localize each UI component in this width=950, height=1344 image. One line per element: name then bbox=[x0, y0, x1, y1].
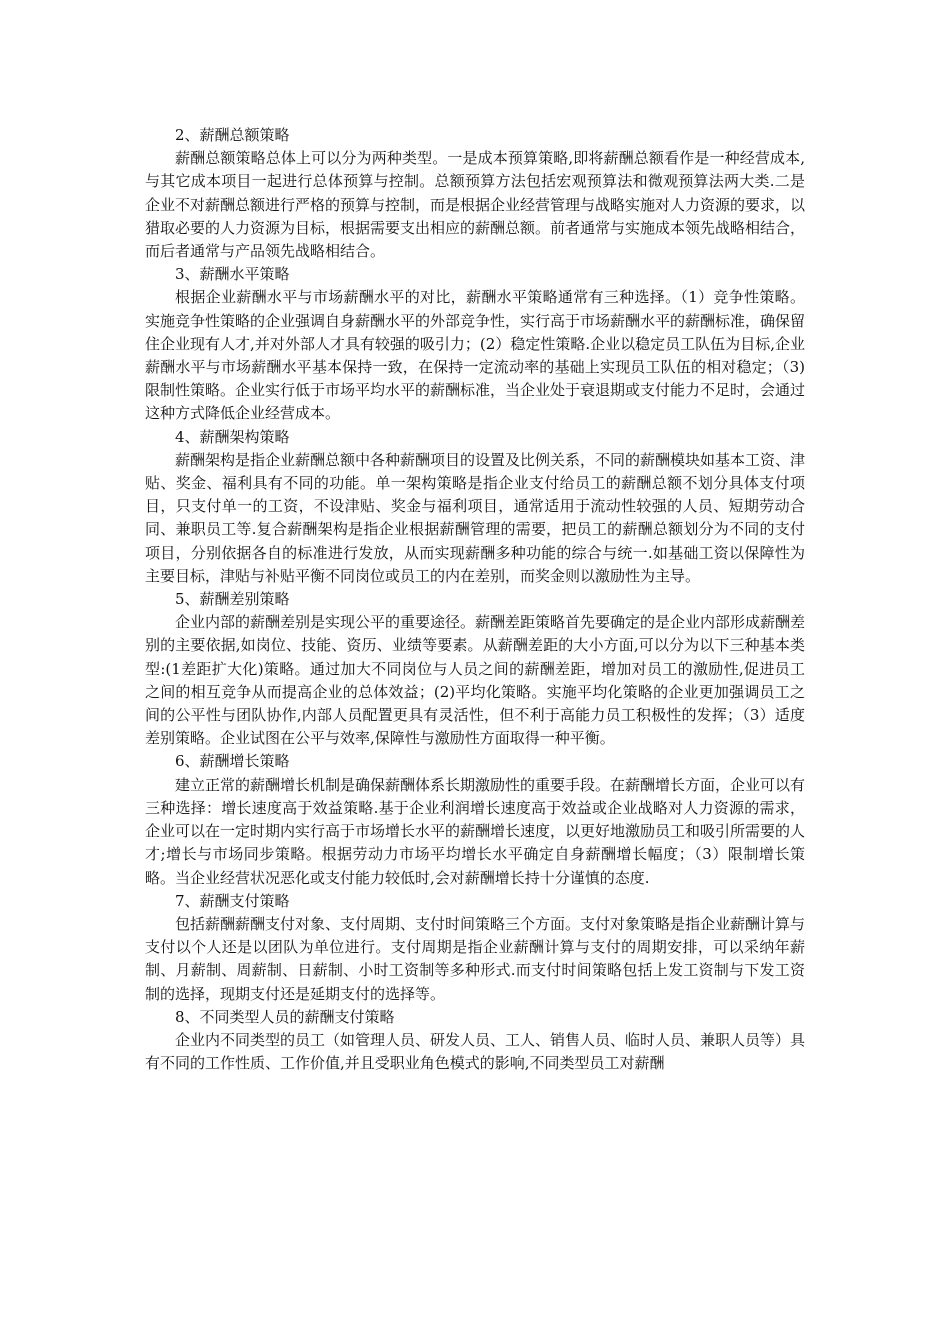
section-paragraph: 根据企业薪酬水平与市场薪酬水平的对比，薪酬水平策略通常有三种选择。（1）竞争性策略。实施竞争性策略的企业强调自身薪酬水平的外部竞争性，实行高于市场薪酬水平的薪酬标准，确保留住企业现有人才,并对外部人才具有较强的吸引力；(2）稳定性策略.企业以稳定员工队伍为目标,企业薪酬水平与市场薪酬水平基本保持一致，在保持一定流动率的基础上实现员工队伍的相对稳定；（3)限制性策略。企业实行低于市场平均水平的薪酬标准，当企业处于衰退期或支付能力不足时，会通过这种方式降低企业经营成本。 bbox=[145, 288, 806, 423]
section-paragraph: 企业内部的薪酬差别是实现公平的重要途径。薪酬差距策略首先要确定的是企业内部形成薪酬差别的主要依据,如岗位、技能、资历、业绩等要素。从薪酬差距的大小方面,可以分为以下三种基本类型:(1差距扩大化)策略。通过加大不同岗位与人员之间的薪酬差距，增加对员工的激励性,促进员工之间的相互竞争从而提高企业的总体效益；(2)平均化策略。实施平均化策略的企业更加强调员工之间的公平性与团队协作,内部人员配置更具有灵活性，但不利于高能力员工积极性的发挥；（3）适度差别策略。企业试图在公平与效率,保障性与激励性方面取得一种平衡。 bbox=[145, 613, 806, 748]
section-heading: 7、薪酬支付策略 bbox=[175, 891, 290, 910]
document-body bbox=[145, 124, 805, 1075]
section-heading: 3、薪酬水平策略 bbox=[175, 265, 290, 284]
section-heading: 6、薪酬增长策略 bbox=[175, 752, 290, 771]
section-paragraph: 薪酬总额策略总体上可以分为两种类型。一是成本预算策略,即将薪酬总额看作是一种经营成本,与其它成本项目一起进行总体预算与控制。总额预算方法包括宏观预算法和微观预算法两大类.二是企业不对薪酬总额进行严格的预算与控制，而是根据企业经营管理与战略实施对人力资源的要求，以猎取必要的人力资源为目标，根据需要支出相应的薪酬总额。前者通常与实施成本领先战略相结合，而后者通常与产品领先战略相结合。 bbox=[145, 149, 806, 261]
section-paragraph: 企业内不同类型的员工（如管理人员、研发人员、工人、销售人员、临时人员、兼职人员等）具有不同的工作性质、工作价值,并且受职业角色模式的影响,不同类型员工对薪酬 bbox=[145, 1030, 806, 1073]
section-heading: 8、不同类型人员的薪酬支付策略 bbox=[175, 1007, 395, 1026]
section-heading: 5、薪酬差别策略 bbox=[175, 590, 290, 609]
section-paragraph: 包括薪酬薪酬支付对象、支付周期、支付时间策略三个方面。支付对象策略是指企业薪酬计算与支付以个人还是以团队为单位进行。支付周期是指企业薪酬计算与支付的周期安排，可以采纳年薪制、月薪制、周薪制、日薪制、小时工资制等多种形式.而支付时间策略包括上发工资制与下发工资制的选择，现期支付还是延期支付的选择等。 bbox=[145, 914, 806, 1003]
section-heading: 4、薪酬架构策略 bbox=[175, 427, 290, 446]
section-paragraph: 建立正常的薪酬增长机制是确保薪酬体系长期激励性的重要手段。在薪酬增长方面，企业可以有三种选择：增长速度高于效益策略.基于企业利润增长速度高于效益或企业战略对人力资源的需求，企业可以在一定时期内实行高于市场增长水平的薪酬增长速度，以更好地激励员工和吸引所需要的人才;增长与市场同步策略。根据劳动力市场平均增长水平确定自身薪酬增长幅度；（3）限制增长策略。当企业经营状况恶化或支付能力较低时,会对薪酬增长持十分谨慎的态度. bbox=[145, 775, 806, 887]
section-heading: 2、薪酬总额策略 bbox=[175, 126, 290, 144]
section-paragraph: 薪酬架构是指企业薪酬总额中各种薪酬项目的设置及比例关系，不同的薪酬模块如基本工资、津贴、奖金、福利具有不同的功能。单一架构策略是指企业支付给员工的薪酬总额不划分具体支付项目，只支付单一的工资，不设津贴、奖金与福利项目，通常适用于流动性较强的人员、短期劳动合同、兼职员工等.复合薪酬架构是指企业根据薪酬管理的需要，把员工的薪酬总额划分为不同的支付项目，分别依据各自的标准进行发放，从而实现薪酬多种功能的综合与统一.如基础工资以保障性为主要目标，津贴与补贴平衡不同岗位或员工的内在差别，而奖金则以激励性为主导。 bbox=[145, 450, 806, 585]
